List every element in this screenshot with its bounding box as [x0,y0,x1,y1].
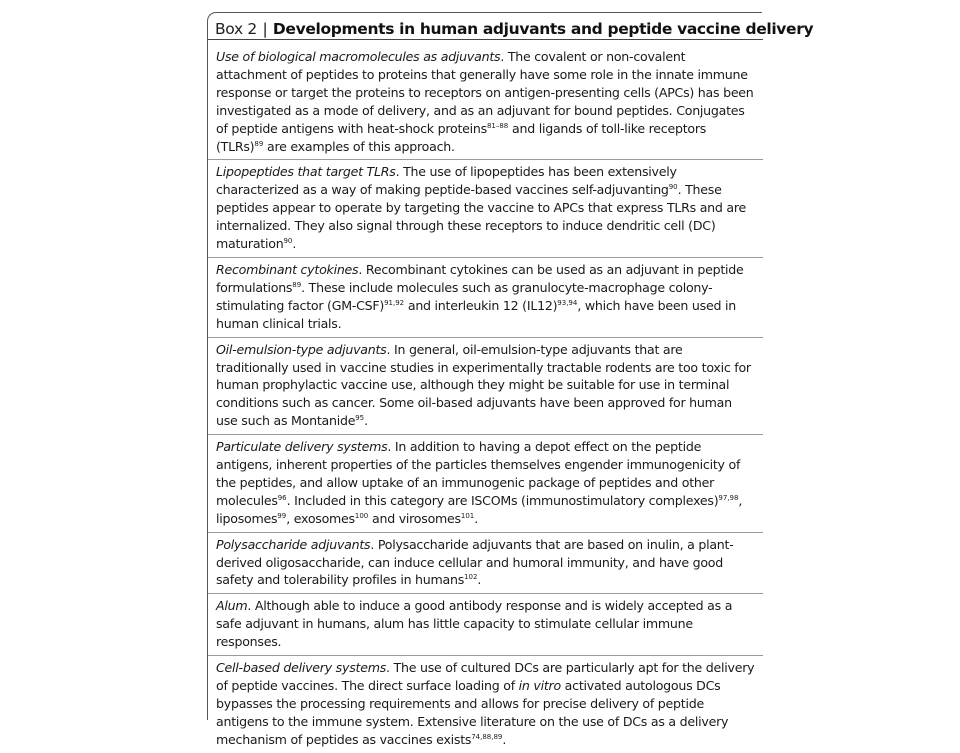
section-body: . Included in this category are ISCOMs (immunostimulatory complexes) [286,492,719,508]
section-polysaccharide [208,533,763,595]
box-number: Box 2 [215,20,257,38]
section-lead: Oil-emulsion-type adjuvants [216,341,387,357]
section-recombinant-cytokines [208,258,763,338]
section-lead: Lipopeptides that target TLRs [216,164,396,180]
citation-ref: 90 [668,183,678,192]
section-body: . These peptides appear to operate by targeting the vaccine to APCs that express TLRs and are internalized. They also signal through these receptors to induce dendritic cell (DC) maturation [216,182,747,252]
section-paragraph [216,261,755,333]
section-alum [208,594,763,656]
citation-ref: 81–88 [486,121,509,130]
citation-ref: 93,94 [557,298,578,307]
section-body: . [364,413,368,429]
section-oil-emulsion [208,338,763,436]
section-body: . In general, oil-emulsion-type adjuvants that are traditionally used in vaccine studies in experimentally tractable rodents are too toxic for human prophylactic vaccine use, although they might be suitable for use in terminal conditions such as cancer. Some oil-based adjuvants have been approved for human use such as Montanide [216,341,751,429]
citation-ref: 100 [354,511,369,520]
box-sections [208,45,763,753]
section-body: , liposomes [216,492,743,526]
section-body: . Polysaccharide adjuvants that are based on inulin, a plant-derived oligosaccharide, can induce cellular and humoral immunity, and have good safety and tolerability profiles in humans [216,536,734,588]
citation-ref: 102 [464,573,478,582]
section-paragraph [216,48,755,155]
citation-ref: 74,88,89 [471,732,503,741]
citation-ref: 89 [292,280,302,289]
section-body: , which have been used in human clinical trials. [216,297,736,331]
section-particulate-delivery [208,435,763,533]
citation-ref: 89 [254,139,264,148]
section-body: . The use of lipopeptides has been extensively characterized as a way of making peptide-based vaccines self-adjuvanting [216,164,677,198]
section-body: are examples of this approach. [263,138,455,154]
citation-ref: 97,98 [718,493,739,502]
header-divider [208,39,763,40]
section-lead: Particulate delivery systems [216,439,388,455]
section-paragraph [216,597,755,651]
citation-ref: 90 [283,237,293,246]
section-body: . These include molecules such as granulocyte-macrophage colony-stimulating factor (GM-CSF) [216,279,713,313]
section-body: . The use of cultured DCs are particularly apt for the delivery of peptide vaccines. The direct surface loading of [216,660,755,693]
section-lead: Cell-based delivery systems [216,660,387,676]
citation-ref: 96 [277,493,287,502]
section-body: . In addition to having a depot effect on the peptide antigens, inherent properties of the particles themselves engender immunogenicity of the peptides, and allow uptake of an immunogenic package of peptides and other molecules [216,439,741,508]
section-paragraph [216,438,755,528]
box-separator: | [262,20,268,38]
section-body: . Although able to induce a good antibody response and is widely accepted as a safe adjuvant in humans, alum has little capacity to stimulate cellular immune responses. [216,598,733,650]
section-paragraph [216,536,755,590]
section-body: . [474,510,478,526]
citation-ref: 101 [460,511,475,520]
section-body: . [477,572,482,588]
section-lead: Use of biological macromolecules as adjuvants [216,49,501,64]
section-body: . [502,731,507,747]
box-title: Developments in human adjuvants and peptide vaccine delivery [272,20,814,38]
section-body: activated autologous DCs bypasses the processing requirements and allows for precise delivery of peptide antigens to the immune system. Extensive literature on the use of DCs as a delivery mechanism of peptides as vaccines exists [216,678,729,747]
citation-ref: 99 [277,511,287,520]
section-body: , exosomes [286,510,355,526]
section-biological-macromolecules [208,45,763,160]
section-body: and ligands of toll-like receptors (TLRs) [216,120,707,154]
section-paragraph [216,659,755,749]
citation-ref: 95 [355,414,365,423]
section-lipopeptides [208,160,763,258]
italic-term: in vitro [518,678,561,693]
section-body: and virosomes [368,510,461,526]
section-body: . Recombinant cytokines can be used as an adjuvant in peptide formulations [216,261,744,295]
section-paragraph [216,163,755,253]
section-lead: Alum [216,598,248,614]
section-lead: Polysaccharide adjuvants [216,536,371,552]
section-body: . [292,236,297,252]
citation-ref: 91,92 [384,298,405,307]
section-body: . The covalent or non-covalent attachment of peptides to proteins that generally have some role in the innate immune response or target the proteins to receptors on antigen-presenting cells (APCs) has been investigated as a mode of delivery, and as an adjuvant for bound peptides. Conjugates of peptide antigens with heat-shock proteins [216,49,754,136]
section-lead: Recombinant cytokines [216,261,359,277]
section-cell-based-delivery [208,656,763,753]
section-body: and interleukin 12 (IL12) [404,297,558,313]
section-paragraph [216,341,755,431]
box-2 [207,12,814,747]
